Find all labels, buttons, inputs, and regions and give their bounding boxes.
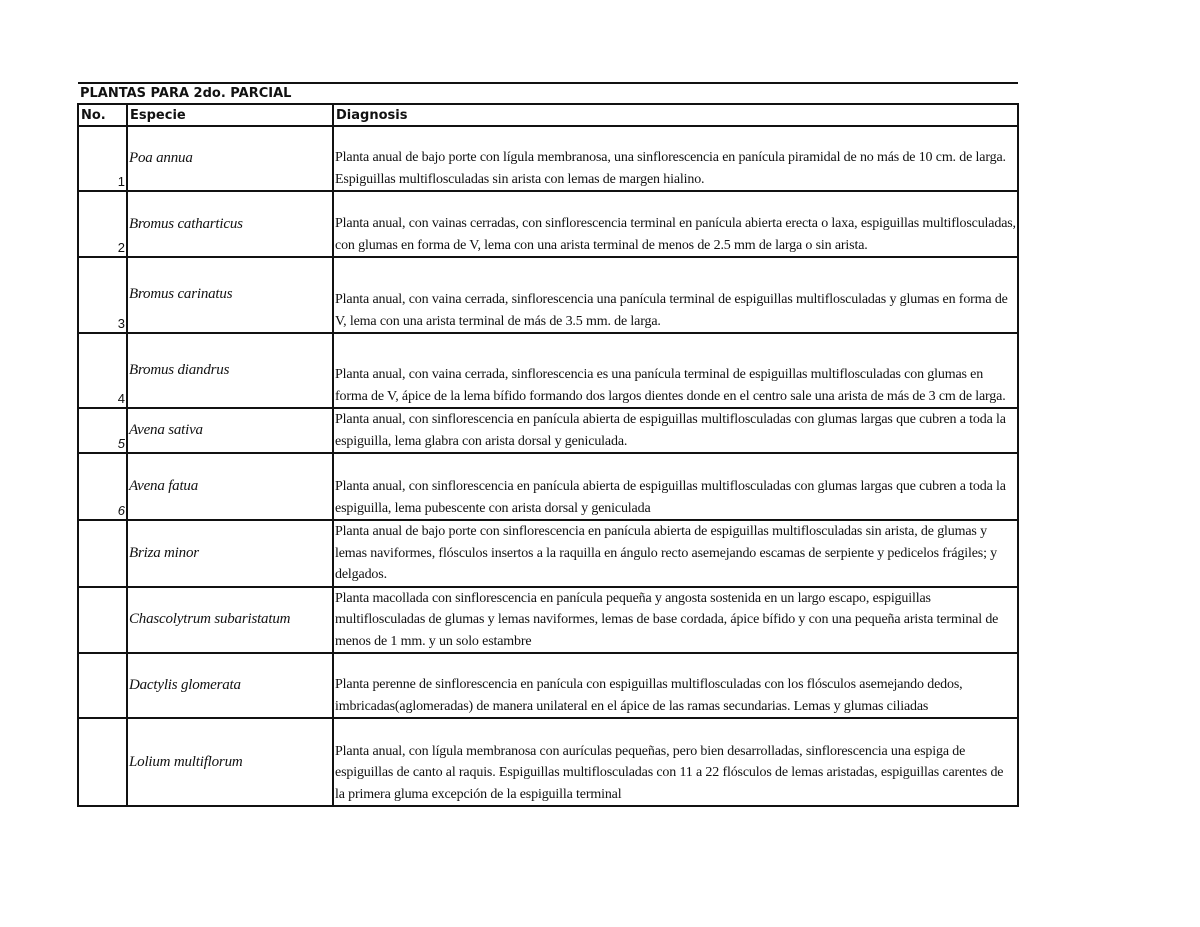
diagnosis-cell: Planta perenne de sinflorescencia en panícula con espiguillas multiflosculadas con los flósculos asemejando dedos, imbricadas(aglomeradas) de manera unilateral en el ápice de las ramas secundarias. Lemas y glumas ciliadas [333, 653, 1018, 718]
row-number: 2 [78, 191, 127, 257]
table-row [78, 333, 1018, 408]
species-cell: Bromus carinatus [127, 257, 333, 333]
row-number: 5 [78, 408, 127, 453]
species-cell: Bromus diandrus [127, 333, 333, 408]
title-row [78, 83, 1018, 104]
table-row [78, 587, 1018, 654]
row-number: 4 [78, 333, 127, 408]
diagnosis-cell: Planta anual, con vaina cerrada, sinflorescencia es una panícula terminal de espiguillas multiflosculadas con glumas en forma de V, ápice de la lema bífido formando dos largos dientes donde en el centro sale una arista de más de 3 cm de larga. [333, 333, 1018, 408]
diagnosis-cell: Planta anual, con vainas cerradas, con sinflorescencia terminal en panícula abierta erecta o laxa, espiguillas multiflosculadas, con glumas en forma de V, lema con una arista terminal de menos de 2.5 mm de larga o sin arista. [333, 191, 1018, 257]
diagnosis-cell: Planta macollada con sinflorescencia en panícula pequeña y angosta sostenida en un largo escapo, espiguillas multiflosculadas de glumas y lemas naviformes, lemas de base cordada, ápice bífido y con una pequeña arista terminal de menos de 1 mm. y un solo estambre [333, 587, 1018, 654]
table-row [78, 408, 1018, 453]
species-cell: Poa annua [127, 126, 333, 191]
row-number [78, 653, 127, 718]
table-row [78, 257, 1018, 333]
diagnosis-cell: Planta anual de bajo porte con sinflorescencia en panícula abierta de espiguillas multiflosculadas sin arista, de glumas y lemas naviformes, flósculos insertos a la raquilla en ángulo recto asemejando escamas de serpiente y pedicelos frágiles; y delgados. [333, 520, 1018, 587]
header-species: Especie [127, 104, 333, 126]
species-cell: Bromus catharticus [127, 191, 333, 257]
species-cell: Avena sativa [127, 408, 333, 453]
row-number: 3 [78, 257, 127, 333]
sheet-title: PLANTAS PARA 2do. PARCIAL [78, 83, 1018, 104]
header-no: No. [78, 104, 127, 126]
species-cell: Lolium multiflorum [127, 718, 333, 806]
diagnosis-cell: Planta anual, con lígula membranosa con aurículas pequeñas, pero bien desarrolladas, sinflorescencia una espiga de espiguillas de canto al raquis. Espiguillas multiflosculadas con 11 a 22 flósculos de lemas aristadas, espiguillas carentes de la primera gluma excepción de la espiguilla terminal [333, 718, 1018, 806]
table-row [78, 126, 1018, 191]
table-row [78, 520, 1018, 587]
header-diagnosis: Diagnosis [333, 104, 1018, 126]
row-number [78, 587, 127, 654]
species-cell: Briza minor [127, 520, 333, 587]
species-cell: Avena fatua [127, 453, 333, 520]
row-number [78, 718, 127, 806]
row-number: 6 [78, 453, 127, 520]
table-row [78, 453, 1018, 520]
species-cell: Dactylis glomerata [127, 653, 333, 718]
table-row [78, 191, 1018, 257]
diagnosis-cell: Planta anual de bajo porte con lígula membranosa, una sinflorescencia en panícula piramidal de no más de 10 cm. de larga. Espiguillas multiflosculadas sin arista con lemas de margen hialino. [333, 126, 1018, 191]
diagnosis-cell: Planta anual, con sinflorescencia en panícula abierta de espiguillas multiflosculadas con glumas largas que cubren a toda la espiguilla, lema pubescente con arista dorsal y geniculada [333, 453, 1018, 520]
diagnosis-cell: Planta anual, con sinflorescencia en panícula abierta de espiguillas multiflosculadas con glumas largas que cubren a toda la espiguilla, lema glabra con arista dorsal y geniculada. [333, 408, 1018, 453]
diagnosis-cell: Planta anual, con vaina cerrada, sinflorescencia una panícula terminal de espiguillas multiflosculadas y glumas en forma de V, lema con una arista terminal de más de 3.5 mm. de larga. [333, 257, 1018, 333]
header-row [78, 104, 1018, 126]
plants-table [77, 82, 1019, 807]
table-row [78, 653, 1018, 718]
row-number [78, 520, 127, 587]
species-cell: Chascolytrum subaristatum [127, 587, 333, 654]
table-row [78, 718, 1018, 806]
row-number: 1 [78, 126, 127, 191]
